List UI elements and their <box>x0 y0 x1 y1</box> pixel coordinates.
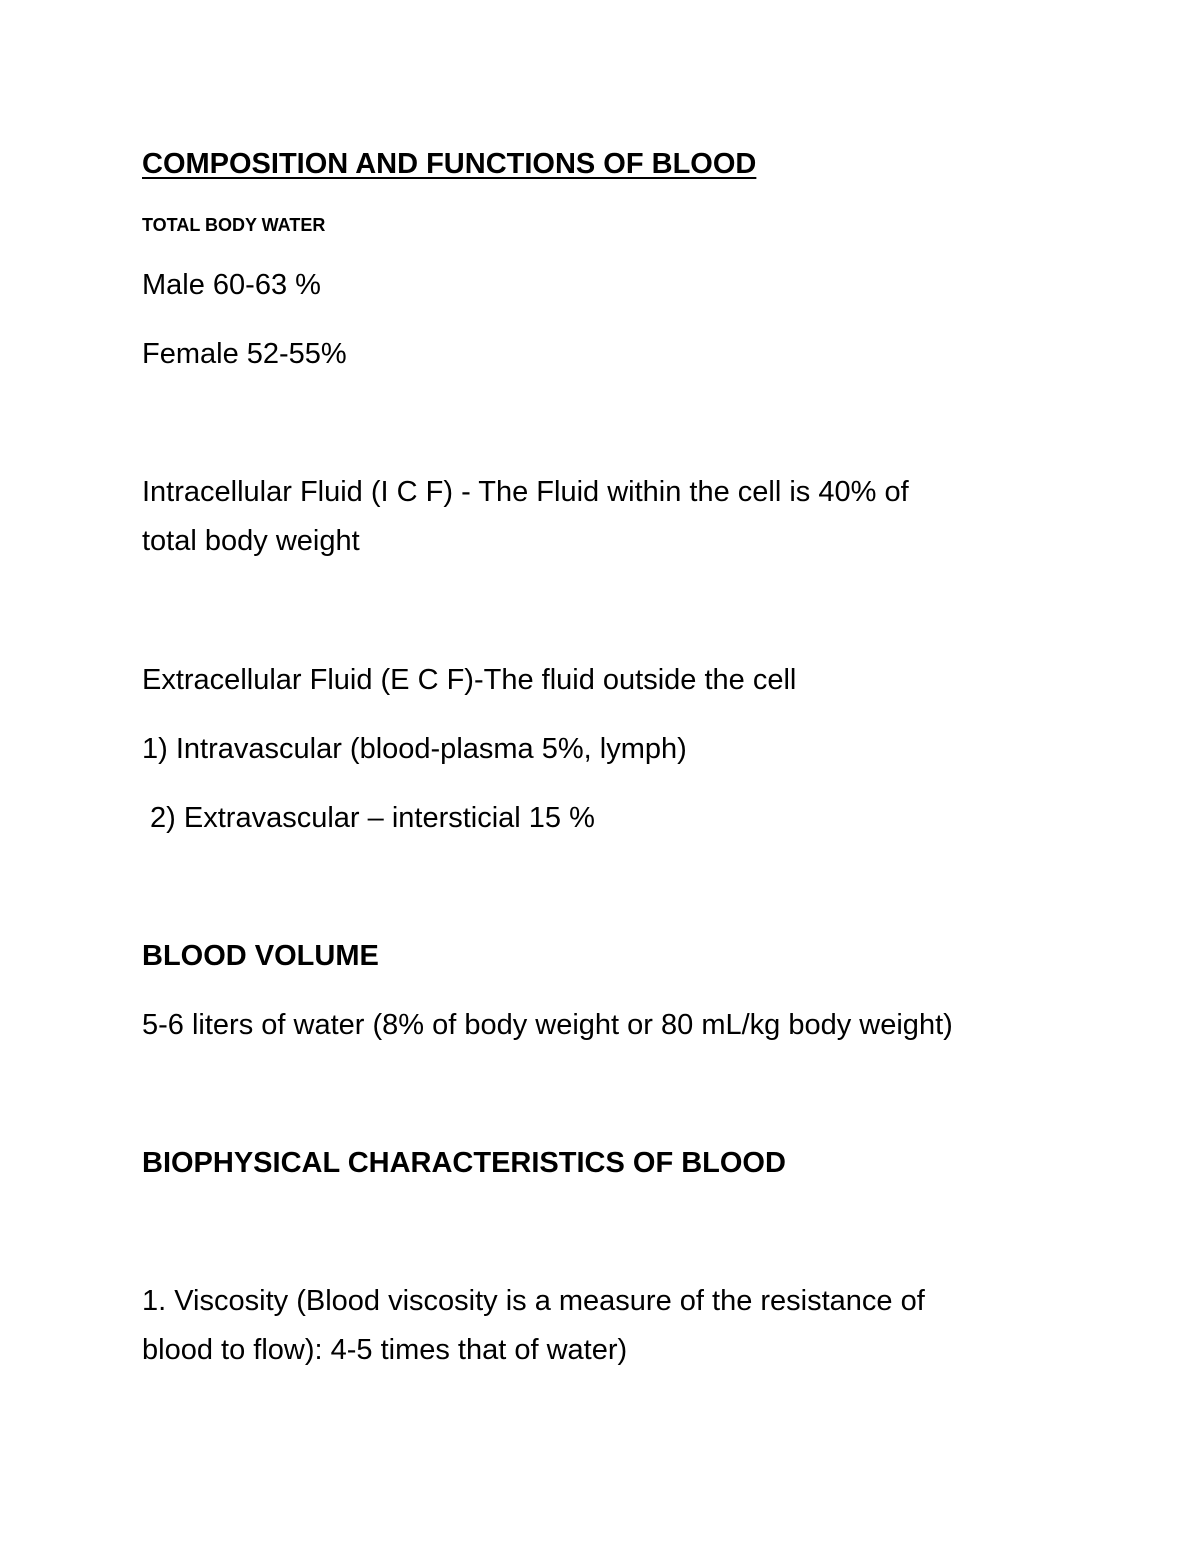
icf-definition-line-2: total body weight <box>142 525 360 557</box>
total-body-water-subtitle: TOTAL BODY WATER <box>142 215 326 235</box>
ecf-item-intravascular: 1) Intravascular (blood-plasma 5%, lymph) <box>142 733 687 765</box>
blood-volume-heading: BLOOD VOLUME <box>142 940 379 972</box>
blood-volume-text: 5-6 liters of water (8% of body weight or 80 mL/kg body weight) <box>142 1009 953 1041</box>
biophysical-characteristics-heading: BIOPHYSICAL CHARACTERISTICS OF BLOOD <box>142 1147 786 1179</box>
ecf-item-extravascular: 2) Extravascular – intersticial 15 % <box>142 802 595 834</box>
female-water-percentage: Female 52-55% <box>142 338 347 370</box>
viscosity-line-2: blood to flow): 4-5 times that of water) <box>142 1334 628 1366</box>
viscosity-line-1: 1. Viscosity (Blood viscosity is a measure of the resistance of <box>142 1285 925 1317</box>
ecf-definition: Extracellular Fluid (E C F)-The fluid outside the cell <box>142 664 797 696</box>
icf-definition-line-1: Intracellular Fluid (I C F) - The Fluid within the cell is 40% of <box>142 476 909 508</box>
male-water-percentage: Male 60-63 % <box>142 269 321 301</box>
document-title: COMPOSITION AND FUNCTIONS OF BLOOD <box>142 148 757 180</box>
